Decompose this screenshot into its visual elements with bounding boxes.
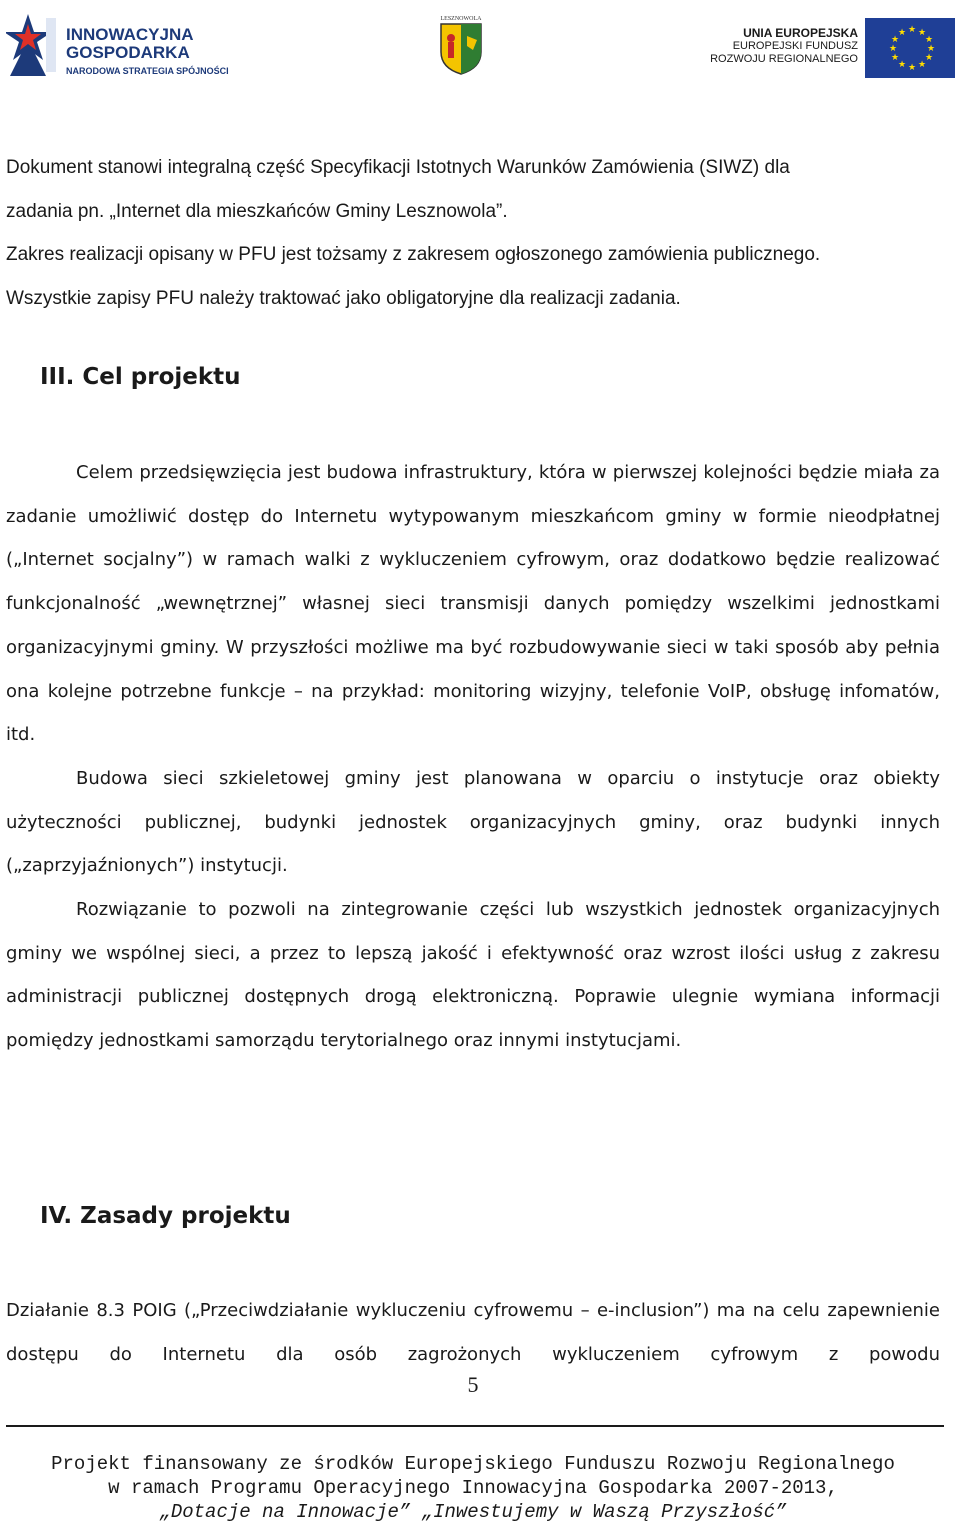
intro-text bbox=[6, 146, 946, 320]
eu-line3: ROZWOJU REGIONALNEGO bbox=[710, 53, 858, 65]
intro-line: Dokument stanowi integralną część Specyfikacji Istotnych Warunków Zamówienia (SIWZ) dla bbox=[6, 157, 790, 178]
document-header bbox=[0, 0, 960, 90]
svg-text:★: ★ bbox=[925, 53, 934, 63]
lesznowola-crest bbox=[433, 16, 489, 76]
paragraph: Budowa sieci szkieletowej gminy jest planowana w oparciu o instytucje oraz obiekty użyteczności publicznej, budynki jednostek organizacyjnych gminy, oraz budynki innych („zaprzyjaźnionych”) instytucji. bbox=[6, 767, 940, 877]
ig-logo-text bbox=[66, 26, 194, 62]
eu-fund-text bbox=[700, 26, 858, 66]
svg-text:★: ★ bbox=[908, 25, 917, 35]
crest-label: LESZNOWOLA bbox=[440, 16, 482, 22]
footer-line3: „Dotacje na Innowacje” „Inwestujemy w Waszą Przyszłość” bbox=[159, 1501, 787, 1523]
footer-line2: w ramach Programu Operacyjnego Innowacyjna Gospodarka 2007-2013, bbox=[108, 1477, 838, 1499]
eu-stars-icon bbox=[865, 18, 955, 78]
footer-divider bbox=[6, 1425, 944, 1427]
document-footer bbox=[0, 1452, 946, 1524]
section-cel-projektu-body bbox=[6, 451, 940, 1063]
svg-text:★: ★ bbox=[891, 35, 900, 45]
intro-line: Zakres realizacji opisany w PFU jest tożsamy z zakresem ogłoszonego zamówienia publicznego. bbox=[6, 244, 821, 265]
svg-text:★: ★ bbox=[918, 28, 927, 38]
intro-line: zadania pn. „Internet dla mieszkańców Gminy Lesznowola”. bbox=[6, 200, 508, 222]
svg-text:★: ★ bbox=[918, 60, 927, 70]
svg-text:★: ★ bbox=[889, 44, 898, 54]
section-heading-zasady-projektu: IV. Zasady projektu bbox=[40, 1203, 291, 1229]
innowacyjna-gospodarka-logo bbox=[6, 10, 229, 80]
eu-line1: UNIA EUROPEJSKA bbox=[743, 26, 858, 40]
section-heading-cel-projektu: III. Cel projektu bbox=[40, 364, 241, 390]
svg-text:★: ★ bbox=[927, 44, 936, 54]
page-number: 5 bbox=[467, 1372, 479, 1397]
coat-of-arms-icon bbox=[433, 16, 489, 76]
ig-logo-line1: INNOWACYJNA bbox=[66, 25, 194, 44]
eu-flag-icon bbox=[865, 18, 955, 78]
paragraph: Celem przedsięwzięcia jest budowa infrastruktury, która w pierwszej kolejności będzie miała za zadanie umożliwić dostęp do Internetu wytypowanym mieszkańcom gminy w formie nieodpłatnej („Internet socjalny”) w ramach walki z wykluczeniem cyfrowym, oraz dodatkowo będzie realizować funkcjonalność „wewnętrznej” własnej sieci transmisji danych pomiędzy wszelkimi jednostkami organizacyjnymi gminy. W przyszłości możliwe ma być rozbudowywanie sieci w taki sposób aby pełnia ona kolejne potrzebne funkcje – na przykład: monitoring wizyjny, telefonie VoIP, obsługę infomatów, itd. bbox=[6, 462, 940, 746]
ig-star-emblem-icon bbox=[6, 10, 62, 80]
footer-line1: Projekt finansowany ze środków Europejskiego Funduszu Rozwoju Regionalnego bbox=[51, 1453, 895, 1475]
intro-line: Wszystkie zapisy PFU należy traktować jako obligatoryjne dla realizacji zadania. bbox=[6, 287, 681, 309]
svg-text:★: ★ bbox=[925, 35, 934, 45]
eu-line2: EUROPEJSKI FUNDUSZ bbox=[732, 40, 858, 52]
ig-logo-line2: GOSPODARKA bbox=[66, 43, 190, 62]
ig-logo-subtitle: NARODOWA STRATEGIA SPÓJNOŚCI bbox=[66, 66, 229, 76]
section-zasady-projektu-body: Działanie 8.3 POIG („Przeciwdziałanie wykluczeniu cyfrowemu – e-inclusion”) ma na celu zapewnienie dostępu do Internetu dla osób zagrożonych wykluczeniem cyfrowym z powodu bbox=[6, 1300, 940, 1365]
paragraph: Rozwiązanie to pozwoli na zintegrowanie części lub wszystkich jednostek organizacyjnych gminy we wspólnej sieci, a przez to lepszą jakość i efektywność oraz wzrost ilości usług z zakresu administracji publicznej dostępnych drogą elektroniczną. Poprawie ulegnie wymiana informacji pomiędzy jednostkami samorządu terytorialnego oraz innymi instytucjami. bbox=[6, 899, 940, 1052]
svg-text:★: ★ bbox=[908, 63, 917, 73]
svg-text:★: ★ bbox=[898, 60, 907, 70]
svg-text:★: ★ bbox=[891, 53, 900, 63]
svg-text:★: ★ bbox=[898, 28, 907, 38]
